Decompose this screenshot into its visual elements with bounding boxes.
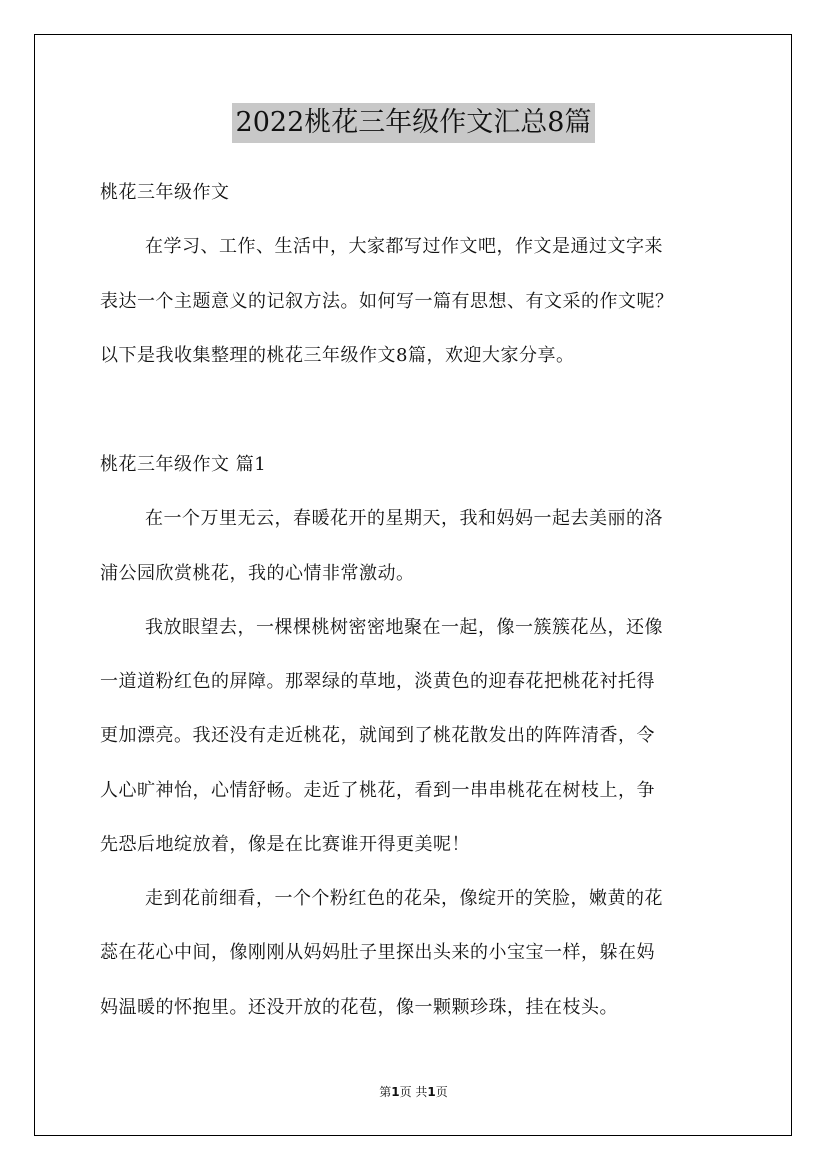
footer-total-prefix: 共 xyxy=(415,1085,428,1099)
body-line-10: 妈温暖的怀抱里。还没开放的花苞，像一颗颗珍珠，挂在枝头。 xyxy=(100,997,618,1018)
body-line-5: 更加漂亮。我还没有走近桃花，就闻到了桃花散发出的阵阵清香，令 xyxy=(100,725,655,746)
intro-heading: 桃花三年级作文 xyxy=(100,182,230,203)
section-heading: 桃花三年级作文 篇1 xyxy=(100,454,267,475)
body-line-1: 在一个万里无云，春暖花开的星期天，我和妈妈一起去美丽的洛 xyxy=(145,508,663,529)
body-line-7: 先恐后地绽放着，像是在比赛谁开得更美呢！ xyxy=(100,834,470,855)
footer-page-suffix: 页 xyxy=(399,1085,412,1099)
intro-line-2: 表达一个主题意义的记叙方法。如何写一篇有思想、有文采的作文呢？ xyxy=(100,291,674,312)
body-line-9: 蕊在花心中间，像刚刚从妈妈肚子里探出头来的小宝宝一样，躲在妈 xyxy=(100,942,655,963)
document-title: 2022桃花三年级作文汇总8篇 xyxy=(232,103,596,143)
title-container xyxy=(0,103,827,143)
footer-total-suffix: 页 xyxy=(435,1085,448,1099)
intro-line-1: 在学习、工作、生活中，大家都写过作文吧，作文是通过文字来 xyxy=(145,236,663,257)
body-line-8: 走到花前细看，一个个粉红色的花朵，像绽开的笑脸，嫩黄的花 xyxy=(145,888,663,909)
footer-prefix: 第 xyxy=(379,1085,392,1099)
body-line-6: 人心旷神怡，心情舒畅。走近了桃花，看到一串串桃花在树枝上，争 xyxy=(100,780,655,801)
page-footer xyxy=(0,1084,827,1100)
footer-total-number: 1 xyxy=(427,1085,436,1099)
body-line-3: 我放眼望去，一棵棵桃树密密地聚在一起，像一簇簇花丛，还像 xyxy=(145,617,663,638)
body-line-2: 浦公园欣赏桃花，我的心情非常激动。 xyxy=(100,563,415,584)
body-line-4: 一道道粉红色的屏障。那翠绿的草地，淡黄色的迎春花把桃花衬托得 xyxy=(100,671,655,692)
intro-line-3: 以下是我收集整理的桃花三年级作文8篇，欢迎大家分享。 xyxy=(100,345,575,366)
footer-page-number: 1 xyxy=(391,1085,400,1099)
